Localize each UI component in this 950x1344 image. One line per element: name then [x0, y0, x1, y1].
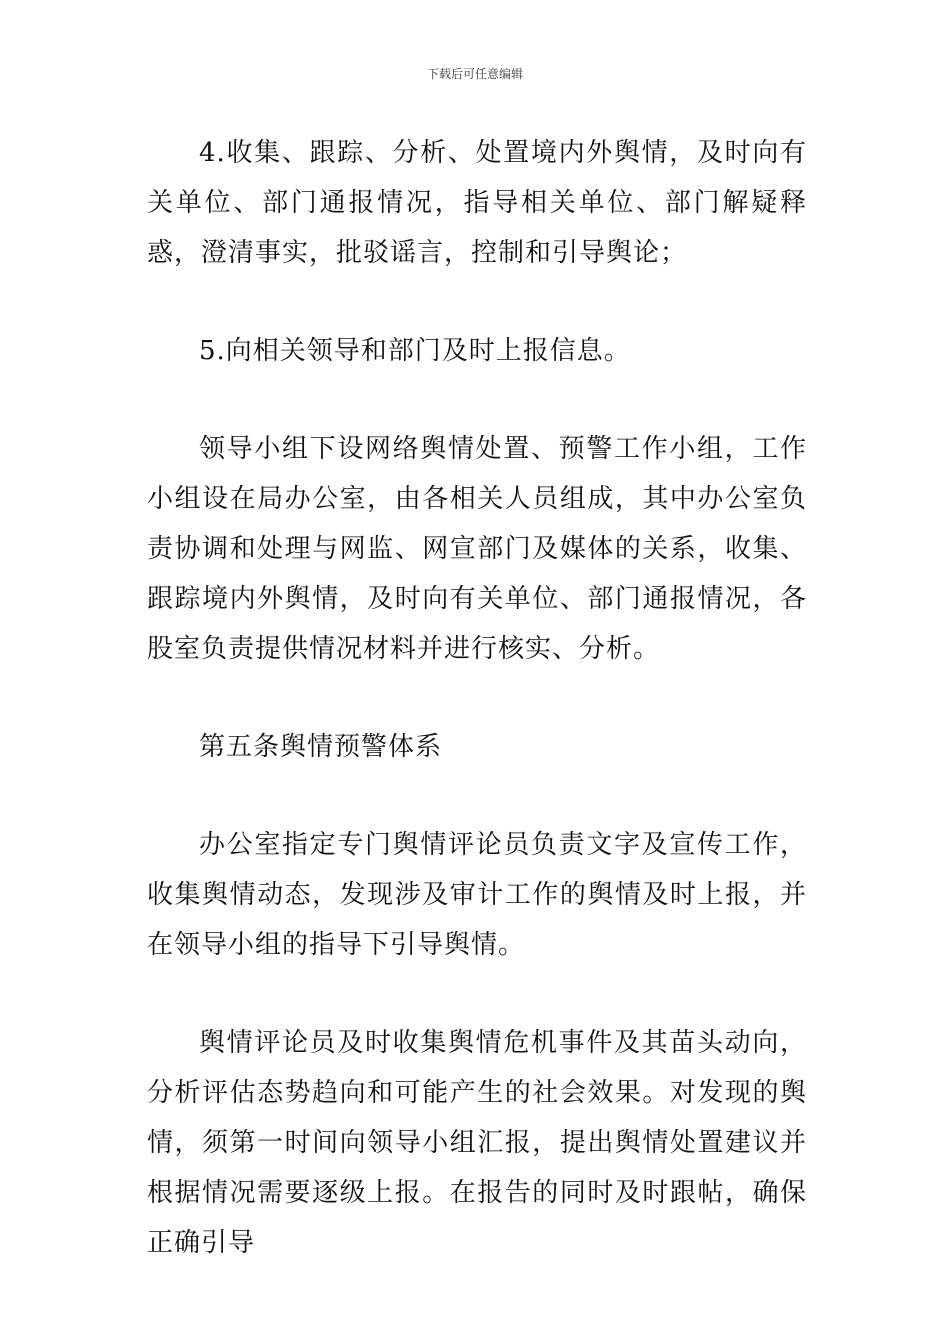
paragraph-commentator-duties: 舆情评论员及时收集舆情危机事件及其苗头动向，分析评估态势趋向和可能产生的社会效果。对发现的舆情，须第一时间向领导小组汇报，提出舆情处置建议并根据情况需要逐级上报。在报告的同时及时跟帖，确保正确引导 — [147, 1028, 807, 1258]
section-heading-article-5: 第五条舆情预警体系 — [199, 732, 443, 762]
page-header: 下载后可任意编辑 — [426, 67, 523, 81]
paragraph-item-5: 5.向相关领导和部门及时上报信息。 — [199, 336, 631, 366]
paragraph-office-commentator: 办公室指定专门舆情评论员负责文字及宣传工作，收集舆情动态，发现涉及审计工作的舆情及时上报，并在领导小组的指导下引导舆情。 — [147, 830, 807, 960]
paragraph-item-4: 4.收集、跟踪、分析、处置境内外舆情，及时向有关单位、部门通报情况，指导相关单位、部门解疑释惑，澄清事实，批驳谣言，控制和引导舆论； — [147, 138, 807, 268]
paragraph-working-group: 领导小组下设网络舆情处置、预警工作小组，工作小组设在局办公室，由各相关人员组成，其中办公室负责协调和处理与网监、网宣部门及媒体的关系，收集、跟踪境内外舆情，及时向有关单位、部门通报情况，各股室负责提供情况材料并进行核实、分析。 — [147, 434, 807, 664]
document-body — [147, 128, 807, 1268]
